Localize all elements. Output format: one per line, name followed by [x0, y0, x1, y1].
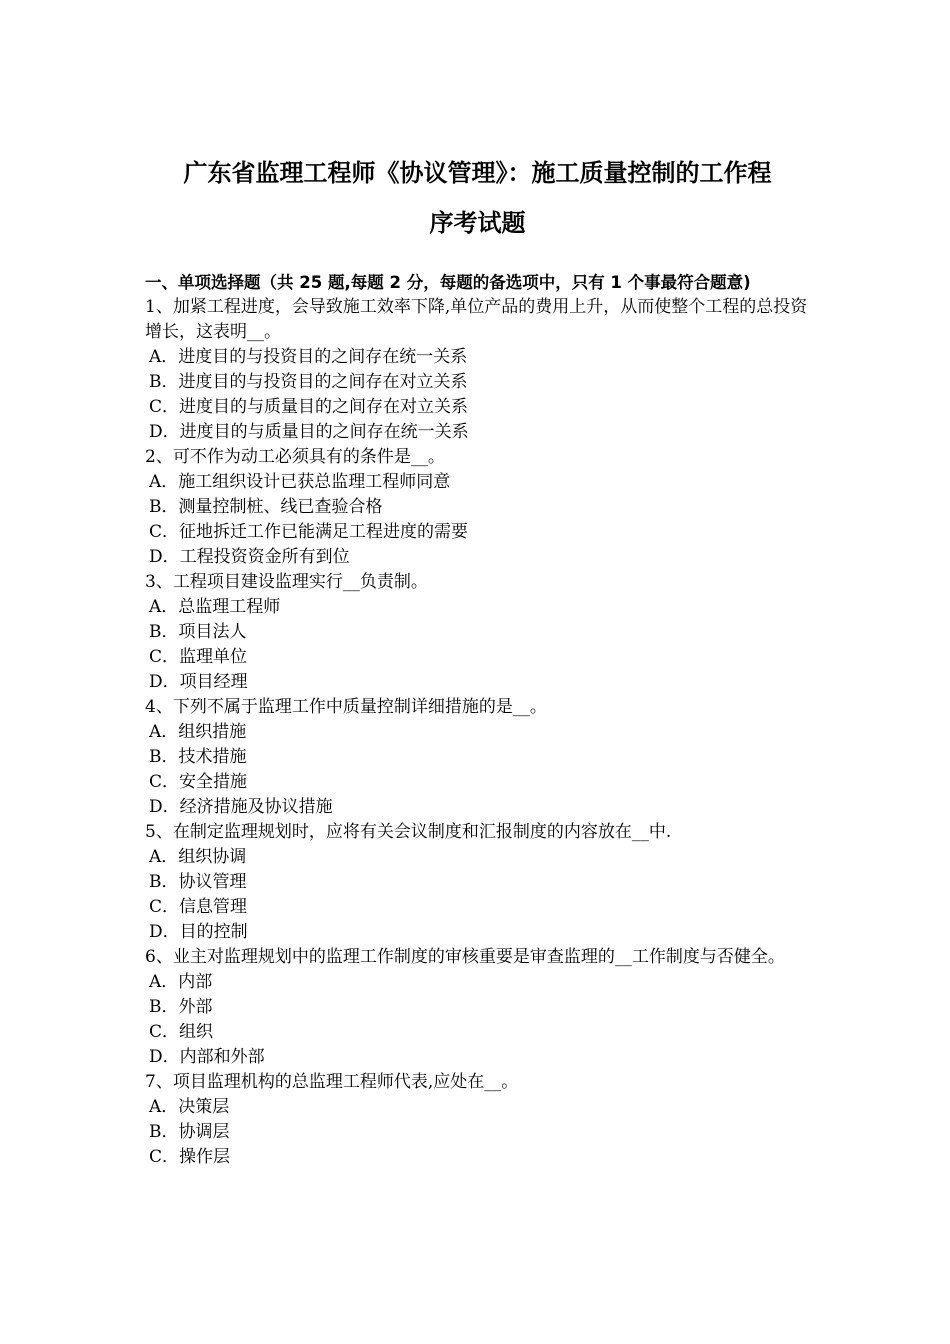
- option-b: B．项目法人: [149, 622, 247, 642]
- question-1: [145, 295, 810, 445]
- option-c: C．监理单位: [149, 647, 248, 667]
- option-a: A．组织协调: [149, 847, 247, 867]
- option-a: A．决策层: [149, 1097, 230, 1117]
- option-c: C．组织: [149, 1022, 214, 1042]
- option-a: A．内部: [149, 972, 213, 992]
- option-b: B．协议管理: [149, 872, 247, 892]
- question-stem: 5、在制定监理规划时，应将有关会议制度和汇报制度的内容放在__中.: [145, 822, 672, 842]
- option-c: C．安全措施: [149, 772, 248, 792]
- option-d: D．工程投资资金所有到位: [149, 547, 350, 567]
- document-title-line-2: 序考试题: [429, 209, 526, 237]
- option-a: A．进度目的与投资目的之间存在统一关系: [149, 347, 468, 367]
- option-b: B．技术措施: [149, 747, 247, 767]
- question-5: [145, 820, 810, 945]
- document-page: [145, 148, 810, 1170]
- question-7: [145, 1070, 810, 1170]
- question-4: [145, 695, 810, 820]
- option-d: D．进度目的与质量目的之间存在统一关系: [149, 422, 469, 442]
- option-a: A．组织措施: [149, 722, 247, 742]
- document-title-line-1: 广东省监理工程师《协议管理》：施工质量控制的工作程: [183, 159, 772, 187]
- option-c: C．信息管理: [149, 897, 248, 917]
- option-c: C．征地拆迁工作已能满足工程进度的需要: [149, 522, 469, 542]
- question-stem: 1、加紧工程进度，会导致施工效率下降,单位产品的费用上升，从而使整个工程的总投资增长，这表明__。: [145, 297, 808, 342]
- question-stem: 2、可不作为动工必须具有的条件是__。: [145, 447, 445, 467]
- option-c: C．进度目的与质量目的之间存在对立关系: [149, 397, 469, 417]
- option-a: A．施工组织设计已获总监理工程师同意: [149, 472, 451, 492]
- question-2: [145, 445, 810, 570]
- option-b: B．进度目的与投资目的之间存在对立关系: [149, 372, 468, 392]
- option-b: B．协调层: [149, 1122, 230, 1142]
- option-d: D．经济措施及协议措施: [149, 797, 333, 817]
- section-heading: 一、单项选择题（共 25 题,每题 2 分，每题的备选项中，只有 1 个事最符合题意): [145, 273, 751, 292]
- option-d: D．项目经理: [149, 672, 248, 692]
- option-d: D．内部和外部: [149, 1047, 265, 1067]
- option-a: A．总监理工程师: [149, 597, 281, 617]
- question-stem: 4、下列不属于监理工作中质量控制详细措施的是__。: [145, 697, 547, 717]
- option-b: B．外部: [149, 997, 213, 1017]
- question-6: [145, 945, 810, 1070]
- option-b: B．测量控制桩、线已查验合格: [149, 497, 383, 517]
- question-3: [145, 570, 810, 695]
- option-d: D．目的控制: [149, 922, 248, 942]
- question-stem: 6、业主对监理规划中的监理工作制度的审核重要是审查监理的__工作制度与否健全。: [145, 947, 785, 967]
- question-stem: 7、项目监理机构的总监理工程师代表,应处在__。: [145, 1072, 519, 1092]
- question-stem: 3、工程项目建设监理实行__负责制。: [145, 572, 428, 592]
- option-c: C．操作层: [149, 1147, 231, 1167]
